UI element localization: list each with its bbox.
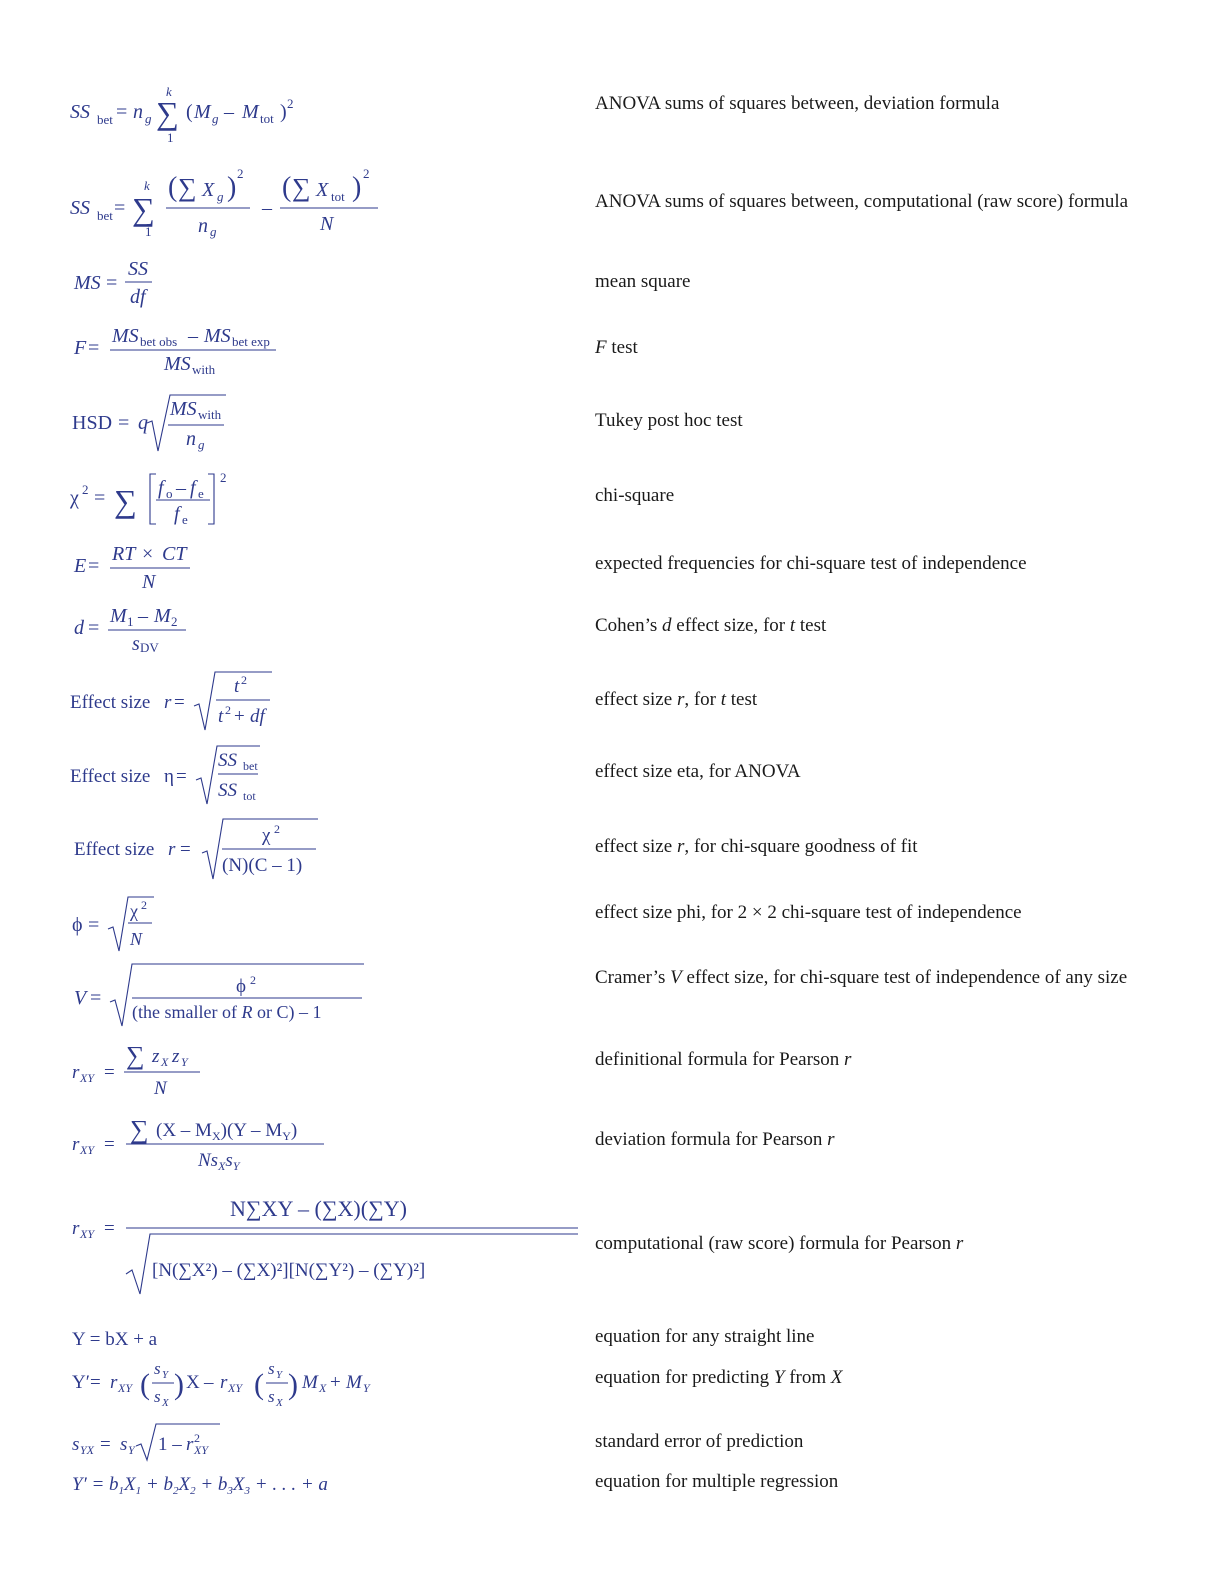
svg-text:1 –: 1 – [158,1434,182,1455]
svg-text:M: M [110,605,127,627]
svg-text:V: V [74,987,87,1009]
svg-text:YX: YX [80,1443,95,1457]
svg-text:X: X [161,1055,169,1069]
svg-text:n: n [133,101,143,123]
svg-text:r: r [110,1372,118,1393]
formula-cohens-d [70,602,230,658]
svg-text:g: g [210,224,217,239]
svg-text:χ: χ [262,825,271,846]
svg-text:with: with [198,407,222,422]
svg-text:s: s [132,633,140,655]
svg-text:∑: ∑ [132,191,155,227]
svg-text:XY: XY [228,1381,243,1395]
svg-text:X: X [162,1397,169,1409]
svg-text:s: s [268,1387,275,1406]
svg-text:(: ( [140,1368,150,1401]
svg-text:=: = [104,1218,115,1239]
svg-text:DV: DV [140,640,159,655]
description: effect size phi, for 2 × 2 chi-square test of independence [595,902,1022,923]
svg-text:g: g [212,111,219,126]
formula-cramers-v [70,960,390,1030]
svg-text:X: X [202,179,215,201]
description: computational (raw score) formula for Pearson r [595,1233,964,1254]
svg-text:×: × [142,543,154,565]
svg-text:s: s [154,1387,161,1406]
svg-text:χ: χ [130,901,138,921]
description: definitional formula for Pearson r [595,1049,852,1070]
svg-text:X: X [319,1381,327,1395]
svg-text:MS: MS [204,325,231,347]
formula-standard-error [70,1420,250,1464]
svg-text:+: + [234,706,245,727]
svg-text:∑: ∑ [126,1041,145,1070]
svg-text:Y: Y [181,1055,188,1069]
svg-text:tot: tot [260,111,274,126]
svg-text:∑: ∑ [292,173,311,202]
svg-text:XY: XY [80,1227,95,1241]
formula-f-test [70,322,310,382]
svg-text:(: ( [168,172,178,203]
svg-text:RT: RT [112,543,136,565]
svg-text:k: k [144,178,150,193]
svg-text:(: ( [282,172,292,203]
svg-text:=: = [174,692,185,713]
svg-text:z: z [152,1046,160,1067]
svg-text:–: – [138,605,148,627]
svg-text:df: df [130,286,146,308]
svg-text:Y′: Y′ [72,1372,90,1393]
svg-text:g: g [217,189,224,204]
svg-text:=: = [118,412,130,434]
formula-straight-line [70,1325,210,1355]
svg-text:): ) [352,172,362,203]
svg-text:–: – [224,101,234,123]
svg-text:Y: Y [162,1369,169,1381]
svg-text:2: 2 [241,673,247,687]
description: effect size r, for t test [595,689,758,710]
svg-text:bet: bet [97,208,113,223]
svg-text:=: = [114,197,126,219]
svg-text:SS: SS [128,258,148,280]
svg-text:=: = [90,987,102,1009]
svg-text:r: r [220,1372,228,1393]
svg-text:–: – [176,477,186,499]
svg-text:1: 1 [145,224,152,239]
formula-multiple-regression [70,1470,390,1500]
description: expected frequencies for chi-square test of independence [595,553,1027,574]
svg-text:=: = [88,914,100,936]
svg-text:2: 2 [82,482,89,497]
svg-text:M: M [194,101,211,123]
svg-text:1: 1 [127,614,134,629]
description: ANOVA sums of squares between, deviation formula [595,93,1000,114]
svg-text:SS: SS [70,101,90,123]
svg-text:tot: tot [331,189,345,204]
description: ANOVA sums of squares between, computational (raw score) formula [595,191,1129,212]
svg-text:XY: XY [194,1443,209,1457]
svg-text:M: M [154,605,171,627]
svg-text:=: = [88,337,100,359]
svg-text:NsXsY: $Ns_Xs_Y$ [198,1150,240,1173]
svg-text:Effect size: Effect size [70,692,151,713]
svg-text:X: X [316,179,329,201]
svg-text:=: = [100,1434,111,1455]
description: chi-square [595,485,675,506]
formula-predict-y [70,1356,430,1416]
svg-text:n: n [198,215,208,237]
svg-text:Y = bX + a: Y = bX + a [72,1329,158,1350]
svg-text:bet: bet [243,759,258,773]
svg-text:MS: MS [74,272,101,294]
svg-text:f: f [190,477,196,499]
svg-text:XY: XY [80,1071,95,1085]
formula-pearson-deviation [70,1112,350,1172]
svg-text:MS: MS [112,325,139,347]
svg-text:χ: χ [70,487,79,509]
svg-text:(the smaller of R or C) – 1: (the smaller of R or C) – 1 [132,1002,322,1022]
svg-text:f: f [158,477,164,499]
description: equation for any straight line [595,1326,815,1347]
svg-text:): ) [227,172,237,203]
svg-text:bet obs: bet obs [140,334,178,349]
svg-text:MS: MS [170,398,197,420]
formula-effect-size-r-chi [70,815,350,881]
svg-text:r: r [186,1434,194,1455]
svg-text:r: r [72,1062,80,1083]
formula-pearson-computational [70,1186,590,1296]
formula-expected-frequencies [70,540,230,596]
svg-text:X: X [276,1397,283,1409]
svg-text:Y: Y [363,1381,370,1395]
description: equation for predicting Y from X [595,1367,843,1388]
svg-text:r: r [72,1218,80,1239]
svg-text:g: g [198,437,205,452]
formula-ss-bet-computational [70,160,390,240]
svg-text:s: s [154,1359,161,1378]
svg-text:2: 2 [141,898,147,912]
svg-text:2: 2 [274,822,280,836]
svg-text:+: + [330,1372,341,1393]
svg-text:z: z [172,1046,180,1067]
formula-mean-square [70,255,190,315]
svg-text:=: = [180,839,191,860]
description: effect size r, for chi-square goodness of fit [595,836,918,857]
svg-text:2: 2 [363,166,370,181]
svg-text:r: r [168,839,176,860]
svg-text:Y: Y [128,1443,135,1457]
description: Cramer’s V effect size, for chi-square test of independence of any size [595,967,1128,988]
svg-text:r: r [164,692,172,713]
formula-chi-square [70,468,250,532]
svg-text:(X – MX)(Y – MY): $(X - M_X)(Y - M_Y)$ [156,1120,298,1143]
description: deviation formula for Pearson r [595,1129,835,1150]
formula-ss-bet-deviation [70,80,330,150]
svg-text:∑: ∑ [130,1115,149,1144]
description: equation for multiple regression [595,1471,839,1492]
svg-text:[N(∑X²) – (∑X)²][N(∑Y²) – (∑Y): [N(∑X²) – (∑X)²][N(∑Y²) – (∑Y)²] [152,1260,426,1281]
svg-text:e: e [198,486,204,501]
formula-effect-size-eta [70,742,290,806]
svg-text:2: 2 [171,614,178,629]
svg-text:–: – [262,197,272,219]
svg-text:Y: Y [276,1369,283,1381]
svg-text:): ) [288,1368,298,1401]
svg-text:bet: bet [97,112,113,127]
svg-text:CT: CT [162,543,187,565]
svg-text:–: – [204,1372,214,1393]
svg-text:HSD: HSD [72,412,113,434]
svg-text:Y′ = b1X1 + b2X2 + b3X3 + . .: $Y' = b_1X_1 + b_2X_2 + b_3X_3$ + . . . + a [72,1474,328,1497]
description: effect size eta, for ANOVA [595,761,801,782]
svg-text:XY: XY [118,1381,133,1395]
svg-text:=: = [106,272,118,294]
svg-text:2: 2 [237,166,244,181]
svg-text:SS: SS [218,750,237,771]
svg-text:=: = [94,487,106,509]
svg-text:M: M [302,1372,318,1393]
svg-text:2: 2 [287,96,294,111]
svg-text:N∑XY – (∑X)(∑Y): N∑XY – (∑X)(∑Y) [230,1196,407,1221]
svg-text:–: – [188,325,198,347]
svg-text:t: t [218,706,224,727]
svg-text:M: M [346,1372,362,1393]
svg-text:XY: XY [80,1143,95,1157]
svg-text:bet exp: bet exp [232,334,270,349]
svg-text:t: t [234,676,240,697]
svg-text:r: r [72,1134,80,1155]
formula-effect-size-phi [70,893,190,953]
svg-text:e: e [182,512,188,527]
svg-text:s: s [72,1434,80,1455]
svg-text:=: = [176,766,187,787]
svg-text:with: with [192,362,216,377]
description: standard error of prediction [595,1431,804,1452]
svg-text:N: N [320,213,334,235]
svg-text:SS: SS [218,780,237,801]
svg-text:Effect size: Effect size [70,766,151,787]
svg-text:g: g [145,111,152,126]
svg-text:MS: MS [164,353,191,375]
formula-effect-size-r-t [70,668,310,732]
svg-text:X: X [186,1372,200,1393]
svg-text:k: k [166,84,172,99]
svg-text:=: = [104,1134,115,1155]
svg-text:N: N [130,929,143,949]
svg-text:2: 2 [194,1431,200,1445]
formula-tukey-hsd [70,393,270,463]
svg-text:2: 2 [225,703,231,717]
svg-text:df: df [250,706,265,727]
svg-text:N: N [154,1078,167,1099]
svg-text:=: = [88,617,100,639]
svg-text:s: s [268,1359,275,1378]
svg-text:SS: SS [70,197,90,219]
svg-text:N: N [142,571,156,593]
description: Tukey post hoc test [595,410,743,431]
svg-text:tot: tot [243,789,256,803]
formula-pearson-definitional [70,1040,230,1100]
svg-text:(: ( [254,1368,264,1401]
svg-text:s: s [120,1434,128,1455]
svg-text:=: = [88,555,100,577]
svg-text:d: d [74,617,84,639]
svg-text:ϕ: ϕ [72,914,83,936]
svg-text:E: E [74,555,87,577]
svg-text:=: = [104,1062,115,1083]
svg-text:(: ( [186,101,193,123]
description: mean square [595,271,691,292]
svg-text:2: 2 [220,470,227,485]
svg-text:F: F [74,337,87,359]
svg-text:2: 2 [250,973,256,987]
svg-text:∑: ∑ [178,173,197,202]
svg-text:=: = [116,101,128,123]
svg-text:M: M [242,101,259,123]
description: Cohen’s d effect size, for t test [595,615,827,636]
svg-text:η: η [164,766,174,787]
svg-text:∑: ∑ [114,483,137,519]
svg-text:o: o [166,486,173,501]
svg-text:1: 1 [167,130,174,145]
svg-text:): ) [280,101,287,123]
svg-text:∑: ∑ [156,95,179,131]
svg-text:n: n [186,428,196,450]
svg-text:(N)(C – 1): (N)(C – 1) [222,855,303,876]
description: F test [595,337,638,358]
svg-text:ϕ: ϕ [236,976,247,997]
svg-text:f: f [174,503,180,525]
svg-text:q: q [138,412,148,434]
svg-text:): ) [174,1368,184,1401]
svg-text:Effect size: Effect size [74,839,155,860]
svg-text:=: = [90,1372,101,1393]
